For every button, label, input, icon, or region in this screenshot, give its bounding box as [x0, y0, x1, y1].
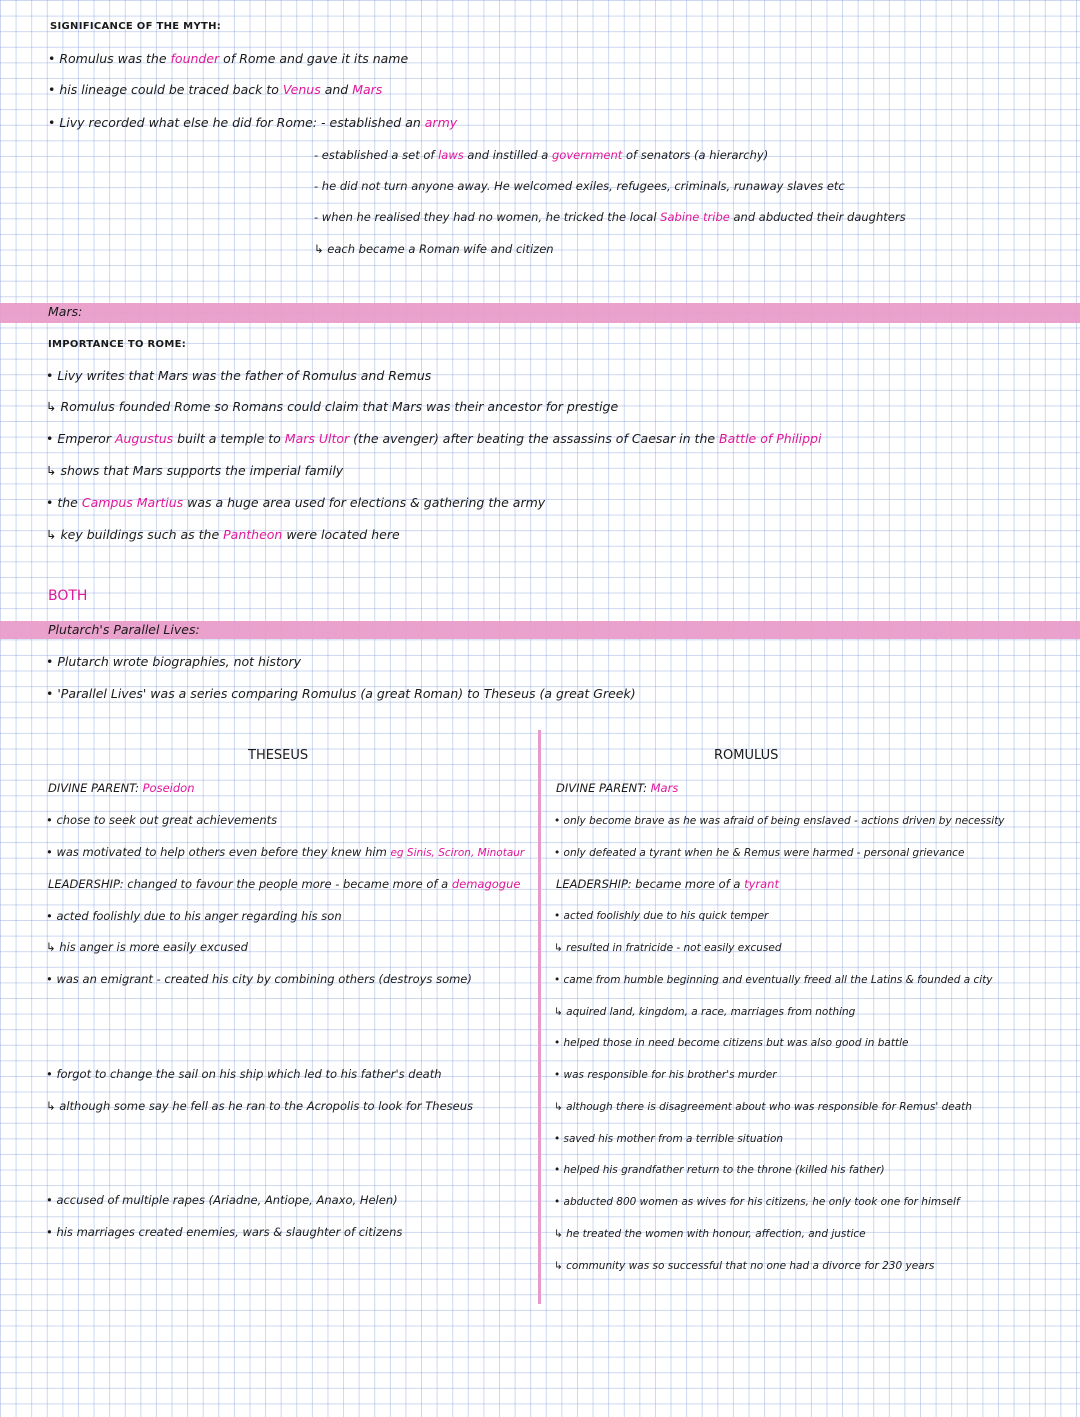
highlight-examples: eg Sinis, Sciron, Minotaur	[390, 847, 525, 859]
text: DIVINE PARENT:	[556, 781, 651, 795]
theseus-title: THESEUS	[248, 748, 309, 763]
romulus-line-1: • only become brave as he was afraid of being enslaved - actions driven by necessity	[554, 815, 1005, 827]
highlight-demagogue: demagogue	[451, 877, 521, 891]
myth-sub-exiles: - he did not turn anyone away. He welcomed exiles, refugees, criminals, runaway slaves etc	[314, 179, 845, 193]
text: of senators (a hierarchy)	[622, 148, 769, 162]
highlight-laws: laws	[438, 148, 464, 162]
romulus-line-9: ↳ although there is disagreement about who was responsible for Remus' death	[554, 1101, 972, 1113]
highlight-founder: founder	[170, 51, 220, 66]
highlight-pantheon: Pantheon	[223, 527, 283, 542]
romulus-line-10: • saved his mother from a terrible situation	[554, 1133, 784, 1145]
romulus-line-5: • came from humble beginning and eventually freed all the Latins & founded a city	[554, 974, 993, 986]
mars-band-label: Mars:	[48, 304, 83, 319]
both-band-label: Plutarch's Parallel Lives:	[48, 622, 200, 637]
myth-bullet-livy	[48, 115, 457, 131]
highlight-mars-ultor: Mars Ultor	[284, 431, 350, 446]
text: LEADERSHIP: changed to favour the people more - became more of a	[48, 877, 452, 891]
highlight-augustus: Augustus	[114, 431, 174, 446]
highlight-mars: Mars	[352, 82, 383, 97]
romulus-line-12: • abducted 800 women as wives for his citizens, he only took one for himself	[554, 1196, 960, 1208]
myth-sub-sabine	[314, 209, 906, 225]
text: ↳ key buildings such as the	[46, 527, 224, 542]
mars-line-6	[46, 527, 400, 543]
column-divider	[538, 730, 541, 1304]
highlight-army: army	[424, 115, 458, 130]
romulus-line-6: ↳ aquired land, kingdom, a race, marriages from nothing	[554, 1006, 856, 1018]
highlight-campus-martius: Campus Martius	[81, 495, 184, 510]
theseus-leadership	[48, 876, 520, 892]
romulus-leadership	[556, 876, 779, 892]
romulus-line-11: • helped his grandfather return to the throne (killed his father)	[554, 1164, 885, 1176]
theseus-line-1: • chose to seek out great achievements	[46, 813, 278, 827]
highlight-poseidon: Poseidon	[142, 781, 195, 795]
romulus-line-4: ↳ resulted in fratricide - not easily excused	[554, 942, 782, 954]
theseus-parent	[48, 780, 194, 796]
theseus-line-5: • was an emigrant - created his city by combining others (destroys some)	[46, 972, 472, 986]
text: • Emperor	[46, 431, 115, 446]
text: were located here	[282, 527, 400, 542]
both-line-1: • Plutarch wrote biographies, not history	[46, 654, 302, 669]
text: and abducted their daughters	[729, 210, 906, 224]
text: and	[320, 82, 353, 97]
romulus-line-8: • was responsible for his brother's murder	[554, 1069, 777, 1081]
highlight-venus: Venus	[282, 82, 321, 97]
romulus-parent	[556, 780, 678, 796]
theseus-line-4: ↳ his anger is more easily excused	[46, 940, 248, 954]
text: of Rome and gave it its name	[219, 51, 409, 66]
highlight-sabine: Sabine tribe	[660, 210, 730, 224]
mars-band	[0, 303, 1080, 323]
theseus-line-3: • acted foolishly due to his anger regarding his son	[46, 909, 342, 923]
highlight-mars: Mars	[650, 781, 679, 795]
both-label: BOTH	[48, 588, 88, 604]
mars-line-4: ↳ shows that Mars supports the imperial family	[46, 463, 344, 478]
romulus-line-2: • only defeated a tyrant when he & Remus were harmed - personal grievance	[554, 847, 965, 859]
romulus-line-13: ↳ he treated the women with honour, affection, and justice	[554, 1228, 866, 1240]
mars-line-2: ↳ Romulus founded Rome so Romans could claim that Mars was their ancestor for prestige	[46, 399, 619, 414]
theseus-line-8: • accused of multiple rapes (Ariadne, Antiope, Anaxo, Helen)	[46, 1193, 398, 1207]
mars-line-1: • Livy writes that Mars was the father of Romulus and Remus	[46, 368, 432, 383]
both-line-2: • 'Parallel Lives' was a series comparing Romulus (a great Roman) to Theseus (a great Greek)	[46, 686, 636, 701]
theseus-line-2	[46, 844, 524, 861]
myth-bullet-founder	[48, 51, 408, 67]
text: and instilled a	[463, 148, 552, 162]
mars-heading: IMPORTANCE TO ROME:	[48, 339, 187, 350]
text: - established a set of	[314, 148, 439, 162]
mars-line-5	[46, 495, 545, 511]
highlight-tyrant: tyrant	[744, 877, 779, 891]
text: • Livy recorded what else he did for Rome: - established an	[48, 115, 425, 130]
myth-heading: SIGNIFICANCE OF THE MYTH:	[50, 21, 222, 32]
romulus-title: ROMULUS	[714, 748, 779, 763]
text: • was motivated to help others even before they knew him	[46, 845, 391, 859]
theseus-line-9: • his marriages created enemies, wars & slaughter of citizens	[46, 1225, 403, 1239]
text: • his lineage could be traced back to	[48, 82, 283, 97]
text: DIVINE PARENT:	[48, 781, 143, 795]
theseus-line-6: • forgot to change the sail on his ship which led to his father's death	[46, 1067, 442, 1081]
myth-bullet-lineage	[48, 82, 382, 98]
text: (the avenger) after beating the assassins of Caesar in the	[349, 431, 720, 446]
text: LEADERSHIP: became more of a	[556, 877, 745, 891]
romulus-line-3: • acted foolishly due to his quick temper	[554, 910, 769, 922]
myth-sub-wife: ↳ each became a Roman wife and citizen	[314, 242, 554, 256]
text: • the	[46, 495, 82, 510]
text: built a temple to	[173, 431, 285, 446]
text: • Romulus was the	[48, 51, 171, 66]
text: - when he realised they had no women, he tricked the local	[314, 210, 661, 224]
highlight-philippi: Battle of Philippi	[719, 431, 822, 446]
romulus-line-14: ↳ community was so successful that no one had a divorce for 230 years	[554, 1260, 935, 1272]
mars-line-3	[46, 431, 821, 447]
myth-sub-laws	[314, 147, 768, 163]
romulus-line-7: • helped those in need become citizens but was also good in battle	[554, 1037, 909, 1049]
theseus-line-7: ↳ although some say he fell as he ran to the Acropolis to look for Theseus	[46, 1099, 474, 1113]
highlight-government: government	[552, 148, 623, 162]
text: was a huge area used for elections & gathering the army	[183, 495, 546, 510]
